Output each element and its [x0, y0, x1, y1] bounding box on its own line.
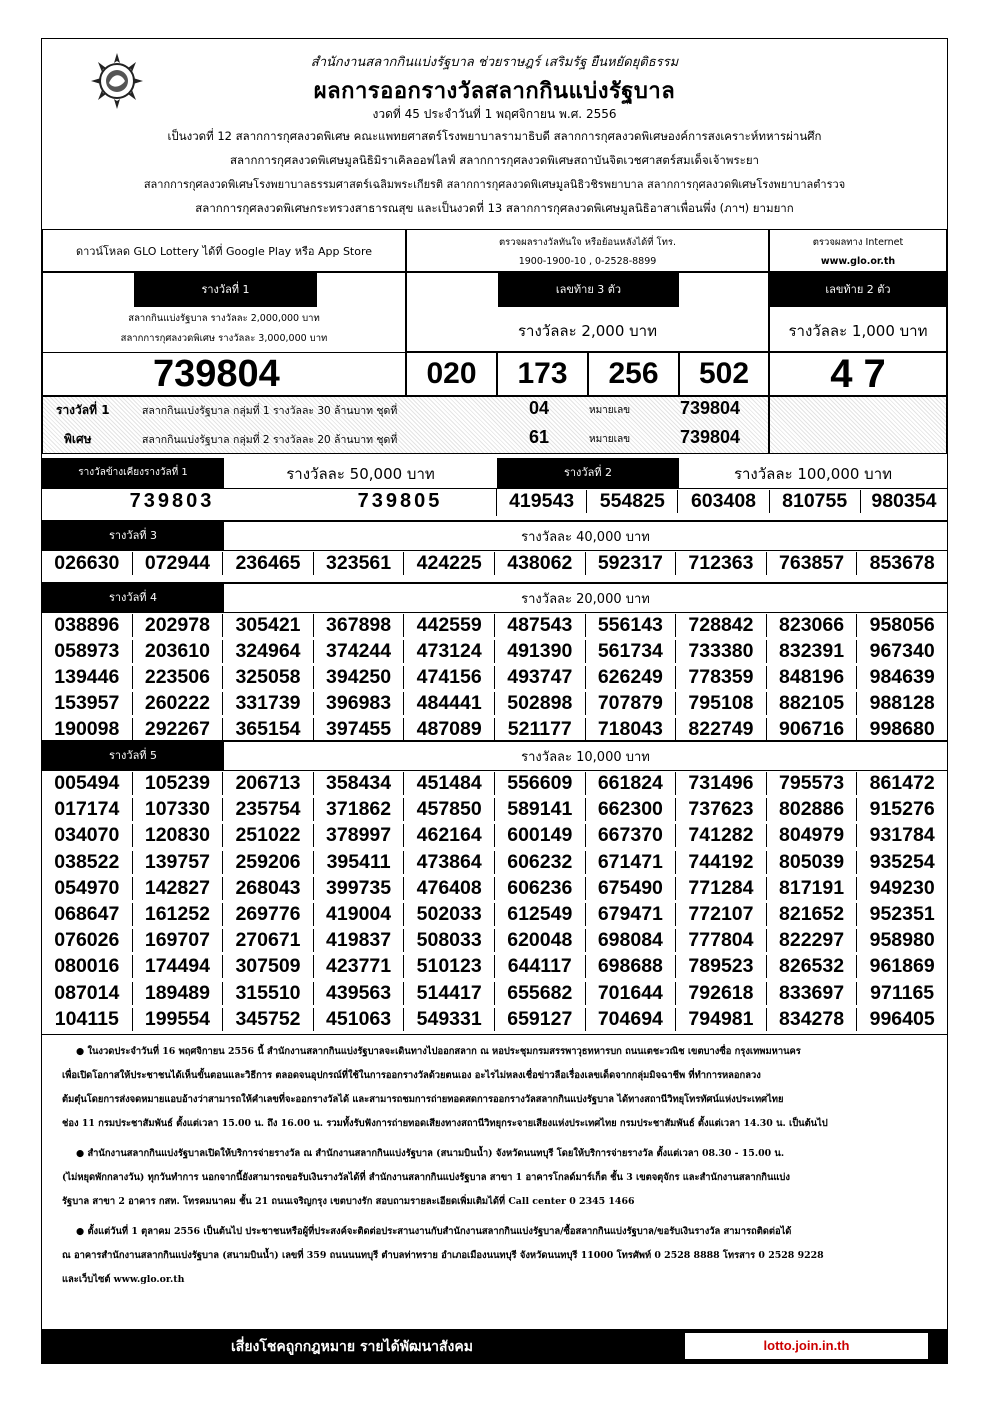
prize-number: 423771 — [314, 955, 405, 978]
prize-number: 305421 — [223, 614, 314, 637]
prize-number: 324964 — [223, 640, 314, 663]
prize-number: 698084 — [586, 929, 677, 952]
number-row — [42, 982, 947, 1005]
office-slogan: สำนักงานสลากกินแบ่งรัฐบาล ช่วยราษฎร์ เสริมรัฐ ยืนหยัดยุติธรรม — [310, 55, 679, 70]
note-line: (ไม่หยุดพักกลางวัน) ทุกวันทำการ นอกจากนี้ยังสามารถขอรับเงินรางวัลได้ที่ สำนักงานสลากกินแบ่งรัฐบาล สาขา 1 อาคารโกลด์มาร์เก็ต ชั้น 3 เขตจตุจักร และสำนักงานสลากกินแบ่ง — [62, 1172, 790, 1183]
prize-number: 671471 — [586, 851, 677, 874]
number-row — [42, 877, 947, 900]
prize-number: 395411 — [314, 851, 405, 874]
prize-number: 487543 — [495, 614, 586, 637]
prize-number: 235754 — [223, 798, 314, 821]
prize-number: 139757 — [133, 851, 224, 874]
prize-number: 704694 — [586, 1008, 677, 1031]
second-prize-number: 419543 — [497, 490, 587, 513]
prize-number: 307509 — [223, 955, 314, 978]
prize-number: 054970 — [42, 877, 133, 900]
prize-number: 087014 — [42, 982, 133, 1005]
number-row — [42, 640, 947, 663]
number-row — [42, 903, 947, 926]
divider — [42, 550, 947, 551]
prize-number: 153957 — [42, 692, 133, 715]
third-prize-number: 592317 — [586, 552, 677, 575]
prize-number: 068647 — [42, 903, 133, 926]
website-link[interactable]: www.glo.or.th — [820, 255, 896, 267]
last2-amount: รางวัลละ 1,000 บาท — [788, 322, 928, 340]
internet-label: ตรวจผลทาง Internet — [812, 236, 904, 248]
last2-label: เลขท้าย 2 ตัว — [769, 273, 947, 307]
prize-number: 457850 — [404, 798, 495, 821]
prize-number: 556143 — [586, 614, 677, 637]
near-first-number-2: 739805 — [357, 490, 443, 512]
prize-number: 833697 — [767, 982, 858, 1005]
near-first-amount: รางวัลละ 50,000 บาท — [286, 465, 435, 483]
prize-number: 491390 — [495, 640, 586, 663]
second-prize-number: 980354 — [871, 490, 937, 512]
prize-number: 600149 — [495, 824, 586, 847]
note-line: ต้มตุ๋นโดยการส่งจดหมายแอบอ้างว่าสามารถให้คำเลขที่จะออกรางวัลได้ และสามารถชมการถ่ายทอดสดการออกรางวัลสลากกินแบ่งรัฐบาล ได้ทางสถานีวิทยุโทรทัศน์แห่งประเทศไทย — [62, 1094, 784, 1105]
special-label-1: รางวัลที่ 1 — [56, 403, 110, 417]
prize-number: 473864 — [404, 851, 495, 874]
number-row — [42, 824, 947, 847]
prize-number: 484441 — [404, 692, 495, 715]
prize-number: 190098 — [42, 718, 133, 741]
prize-number: 251022 — [223, 824, 314, 847]
special-row-2-number: 739804 — [680, 427, 741, 447]
prize-number: 419004 — [314, 903, 405, 926]
prize-number: 805039 — [767, 851, 858, 874]
prize-number: 698688 — [586, 955, 677, 978]
prize-number: 358434 — [314, 772, 405, 795]
prize-number: 521177 — [495, 718, 586, 741]
prize-number: 606232 — [495, 851, 586, 874]
prize-number: 789523 — [676, 955, 767, 978]
prize-number: 707879 — [586, 692, 677, 715]
prize-number: 223506 — [133, 666, 224, 689]
fifth-prize-amount: รางวัลละ 10,000 บาท — [521, 750, 650, 765]
prize-number: 996405 — [869, 1007, 935, 1030]
special-row-1-number: 739804 — [680, 398, 741, 418]
prize-number: 439563 — [314, 982, 405, 1005]
prize-number: 169707 — [133, 929, 224, 952]
prize-number: 202978 — [133, 614, 224, 637]
prize-number: 038522 — [42, 851, 133, 874]
prize-number: 861472 — [869, 772, 935, 794]
third-prize-number: 424225 — [404, 552, 495, 575]
prize-number: 915276 — [869, 798, 935, 821]
prize-number: 998680 — [869, 718, 935, 740]
number-row — [42, 772, 947, 795]
special-row-1-set: 04 — [529, 398, 550, 418]
divider — [42, 770, 947, 771]
prize-number: 325058 — [223, 666, 314, 689]
prize-number: 662300 — [586, 798, 677, 821]
prize-number: 659127 — [495, 1008, 586, 1031]
note-line: ● ในงวดประจำวันที่ 16 พฤศจิกายน 2556 นี้ สำนักงานสลากกินแบ่งรัฐบาลจะเดินทางไปออกสลาก ณ หอประชุมกรมสรรพาวุธทหารบก ถนนเตชะวณิช เขตบางซื่อ กรุงเทพมหานคร — [76, 1046, 801, 1057]
prize-number: 667370 — [586, 824, 677, 847]
prize-number: 771284 — [676, 877, 767, 900]
last3-label: เลขท้าย 3 ตัว — [498, 273, 679, 307]
download-info: ดาวน์โหลด GLO Lottery ได้ที่ Google Play หรือ App Store — [42, 229, 406, 272]
page-title: ผลการออกรางวัลสลากกินแบ่งรัฐบาล — [313, 79, 676, 104]
prize-number: 795108 — [676, 692, 767, 715]
note-line: เพื่อเปิดโอกาสให้ประชาชนได้เห็นขั้นตอนและวิธีการ ตลอดจนอุปกรณ์ที่ใช้ในการออกรางวัลด้วยตนเอง อะไรไม่หลงเชื่อข่าวลือเรื่องเลขเด็ดจากกลุ่มมิจฉาชีพ ที่ทำการหลอกลวง — [62, 1070, 761, 1081]
prize-number: 958980 — [869, 929, 935, 952]
prize-number: 731496 — [676, 772, 767, 795]
prize-number: 931784 — [869, 824, 935, 847]
third-prize-row — [42, 552, 947, 575]
third-prize-number: 323561 — [314, 552, 405, 575]
prize-number: 345752 — [223, 1008, 314, 1031]
prize-number: 777804 — [676, 929, 767, 952]
last3-number-4: 502 — [679, 352, 769, 396]
prize-number: 644117 — [495, 955, 586, 978]
fourth-prize-amount: รางวัลละ 20,000 บาท — [521, 592, 650, 607]
prize-number: 794981 — [676, 1008, 767, 1031]
prize-number: 589141 — [495, 798, 586, 821]
second-prize-number: 603408 — [678, 490, 769, 513]
prize-number: 823066 — [767, 614, 858, 637]
prize-number: 561734 — [586, 640, 677, 663]
prize-number: 961869 — [869, 955, 935, 978]
prize-number: 161252 — [133, 903, 224, 926]
note-line: ● ตั้งแต่วันที่ 1 ตุลาคม 2556 เป็นต้นไป ประชาชนหรือผู้ที่ประสงค์จะติดต่อประสานงานกับสำนักงานสลากกินแบ่งรัฐบาล/ซื้อสลากกินแบ่งรัฐบาล/ขอรับเงินรางวัล สามารถติดต่อได้ — [76, 1226, 792, 1237]
last3-number-2: 173 — [497, 352, 588, 396]
third-prize-number: 853678 — [869, 552, 935, 574]
prize-number: 737623 — [676, 798, 767, 821]
second-prize-amount: รางวัลละ 100,000 บาท — [733, 465, 893, 483]
prize-number: 826532 — [767, 955, 858, 978]
prize-number: 331739 — [223, 692, 314, 715]
prize-number: 675490 — [586, 877, 677, 900]
footer-slogan: เสี่ยงโชคถูกกฎหมาย รายได้พัฒนาสังคม — [231, 1339, 473, 1355]
prize-number: 005494 — [42, 772, 133, 795]
prize-number: 442559 — [404, 614, 495, 637]
prize-number: 474156 — [404, 666, 495, 689]
prize-number: 189489 — [133, 982, 224, 1005]
header-line-1: เป็นงวดที่ 12 สลากการกุศลงวดพิเศษ คณะแพทยศาสตร์โรงพยาบาลรามาธิบดี สลากการกุศลงวดพิเศษองค์การสงเคราะห์ทหารผ่านศึก — [167, 129, 822, 143]
prize-number: 821652 — [767, 903, 858, 926]
prize-number: 834278 — [767, 1008, 858, 1031]
note-line: และเว็บไซต์ www.glo.or.th — [62, 1274, 185, 1285]
prize-number: 988128 — [869, 692, 935, 714]
header-line-2: สลากการกุศลงวดพิเศษมูลนิธิมิราเคิลออฟไลฟ์ สลากการกุศลงวดพิเศษสถาบันจิตเวชศาสตร์สมเด็จเจ้าพระยา — [229, 153, 760, 167]
prize-number: 374244 — [314, 640, 405, 663]
prize-number: 399735 — [314, 877, 405, 900]
prize-number: 949230 — [869, 876, 935, 899]
notes — [62, 1040, 942, 1292]
prize-number: 268043 — [223, 877, 314, 900]
prize-number: 259206 — [223, 851, 314, 874]
number-row — [42, 666, 947, 689]
prize-number: 971165 — [870, 981, 935, 1004]
special-row-2-num-label: หมายเลข — [589, 434, 631, 445]
last3-number-3: 256 — [588, 352, 679, 396]
number-row — [42, 929, 947, 952]
phone-info — [406, 229, 769, 272]
prize-number: 502033 — [404, 903, 495, 926]
prize-number: 104115 — [42, 1008, 133, 1031]
internet-info — [769, 229, 947, 272]
prize-number: 502898 — [495, 692, 586, 715]
prize-number: 058973 — [42, 640, 133, 663]
last3-number-1: 020 — [406, 352, 497, 396]
second-prize-number: 810755 — [770, 490, 861, 513]
prize-number: 260222 — [133, 692, 224, 715]
prize-number: 661824 — [586, 772, 677, 795]
divider — [42, 612, 947, 613]
note-line: ช่อง 11 กรมประชาสัมพันธ์ ตั้งแต่เวลา 15.00 น. ถึง 16.00 น. รวมทั้งรับฟังการถ่ายทอดเสียงทางสถานีวิทยุกระจายเสียงแห่งประเทศไทย กรมประชาสัมพันธ์ ตั้งแต่เวลา 14.30 น. เป็นต้นไป — [62, 1118, 828, 1129]
special-label-2: พิเศษ — [64, 432, 92, 446]
first-prize-number: 739804 — [42, 352, 406, 396]
prize-number: 741282 — [676, 824, 767, 847]
fourth-prize-label: รางวัลที่ 4 — [42, 584, 224, 612]
prize-number: 493747 — [495, 666, 586, 689]
prize-number: 626249 — [586, 666, 677, 689]
lottery-results-sheet — [41, 38, 948, 1364]
third-prize-amount: รางวัลละ 40,000 บาท — [521, 530, 650, 545]
prize-number: 203610 — [133, 640, 224, 663]
prize-number: 952351 — [869, 903, 935, 925]
prize-number: 984639 — [869, 666, 935, 688]
prize-number: 822297 — [767, 929, 858, 952]
prize-number: 142827 — [133, 877, 224, 900]
prize-number: 396983 — [314, 692, 405, 715]
special-row-2-set: 61 — [529, 427, 550, 447]
special-row-1-desc: สลากกินแบ่งรัฐบาล กลุ่มที่ 1 รางวัลละ 30 ล้านบาท ชุดที่ — [142, 405, 398, 417]
prize-number: 792618 — [676, 982, 767, 1005]
last3-amount: รางวัลละ 2,000 บาท — [518, 322, 657, 340]
special-row-2-desc: สลากกินแบ่งรัฐบาล กลุ่มที่ 2 รางวัลละ 20 ล้านบาท ชุดที่ — [142, 434, 398, 446]
prize-number: 038896 — [42, 614, 133, 637]
phone-numbers: 1900-1900-10 , 0-2528-8899 — [518, 255, 657, 267]
third-prize-number: 438062 — [495, 552, 586, 575]
prize-number: 451063 — [314, 1008, 405, 1031]
prize-number: 378997 — [314, 824, 405, 847]
number-row — [42, 614, 947, 637]
prize-number: 451484 — [404, 772, 495, 795]
prize-number: 802886 — [767, 798, 858, 821]
prize-number: 606236 — [495, 877, 586, 900]
first-prize-label: รางวัลที่ 1 — [134, 273, 317, 307]
footer-site-link[interactable]: lotto.join.in.th — [685, 1333, 928, 1359]
first-prize-line-2: สลากการกุศลงวดพิเศษ รางวัลละ 3,000,000 บาท — [120, 333, 328, 344]
prize-number: 139446 — [42, 666, 133, 689]
fifth-prize-label: รางวัลที่ 5 — [42, 742, 224, 770]
prize-number: 315510 — [223, 982, 314, 1005]
prize-number: 701644 — [586, 982, 677, 1005]
special-row-1-num-label: หมายเลข — [589, 405, 631, 416]
second-prize-label: รางวัลที่ 2 — [497, 458, 679, 488]
last2-number: 4 7 — [769, 352, 947, 396]
number-row — [42, 718, 947, 741]
prize-number: 367898 — [314, 614, 405, 637]
prize-number: 612549 — [495, 903, 586, 926]
prize-number: 795573 — [767, 772, 858, 795]
prize-number: 394250 — [314, 666, 405, 689]
prize-number: 967340 — [869, 640, 935, 662]
divider — [42, 1034, 947, 1035]
header-line-4: สลากการกุศลงวดพิเศษกระทรวงสาธารณสุข และเป็นงวดที่ 13 สลากการกุศลงวดพิเศษมูลนิธิอาสาเพื่อนพึ่ง (ภาฯ) ยามยาก — [195, 201, 794, 215]
prize-number: 270671 — [223, 929, 314, 952]
prize-number: 514417 — [404, 982, 495, 1005]
prize-number: 120830 — [133, 824, 224, 847]
draw-info: งวดที่ 45 ประจำวันที่ 1 พฤศจิกายน พ.ศ. 2556 — [372, 107, 617, 121]
prize-number: 199554 — [133, 1008, 224, 1031]
prize-number: 772107 — [676, 903, 767, 926]
prize-number: 778359 — [676, 666, 767, 689]
first-prize-line-1: สลากกินแบ่งรัฐบาล รางวัลละ 2,000,000 บาท — [128, 313, 320, 324]
prize-number: 076026 — [42, 929, 133, 952]
prize-number: 655682 — [495, 982, 586, 1005]
number-row — [42, 1008, 947, 1031]
near-first-label: รางวัลข้างเคียงรางวัลที่ 1 — [42, 458, 224, 488]
second-prize-number: 554825 — [587, 490, 678, 513]
number-row — [42, 955, 947, 978]
near-first-number-1: 739803 — [129, 490, 215, 512]
number-row — [42, 851, 947, 874]
header-line-3: สลากการกุศลงวดพิเศษโรงพยาบาลธรรมศาสตร์เฉลิมพระเกียรติ สลากการกุศลงวดพิเศษมูลนิธิวชิรพยาบาล สลากการกุศลงวดพิเศษโรงพยาบาลตำรวจ — [143, 178, 846, 191]
prize-number: 508033 — [404, 929, 495, 952]
special-prize-empty — [769, 396, 947, 454]
divider — [42, 488, 947, 489]
prize-number: 804979 — [767, 824, 858, 847]
prize-number: 935254 — [869, 850, 935, 873]
number-row — [42, 692, 947, 715]
prize-number: 906716 — [767, 718, 858, 741]
third-prize-label: รางวัลที่ 3 — [42, 522, 224, 550]
prize-number: 292267 — [133, 718, 224, 741]
third-prize-number: 712363 — [676, 552, 767, 575]
prize-number: 269776 — [223, 903, 314, 926]
prize-number: 620048 — [495, 929, 586, 952]
prize-number: 882105 — [767, 692, 858, 715]
prize-number: 105239 — [133, 772, 224, 795]
number-row — [42, 798, 947, 821]
prize-number: 510123 — [404, 955, 495, 978]
prize-number: 371862 — [314, 798, 405, 821]
third-prize-number: 072944 — [133, 552, 224, 575]
prize-number: 549331 — [404, 1008, 495, 1031]
prize-number: 476408 — [404, 877, 495, 900]
note-line: ณ อาคารสำนักงานสลากกินแบ่งรัฐบาล (สนามบินน้ำ) เลขที่ 359 ถนนนนทบุรี ตำบลท่าทราย อำเภอเมืองนนทบุรี จังหวัดนนทบุรี 11000 โทรศัพท์ 0 2528 8888 โทรสาร 0 2528 9228 — [62, 1250, 824, 1261]
prize-number: 174494 — [133, 955, 224, 978]
prize-number: 206713 — [223, 772, 314, 795]
third-prize-number: 026630 — [42, 552, 133, 575]
prize-number: 679471 — [586, 903, 677, 926]
prize-number: 017174 — [42, 798, 133, 821]
prize-number: 397455 — [314, 718, 405, 741]
third-prize-number: 763857 — [767, 552, 858, 575]
prize-number: 817191 — [767, 877, 858, 900]
prize-number: 107330 — [133, 798, 224, 821]
phone-label: ตรวจผลรางวัลทันใจ หรือย้อนหลังได้ที่ โทร. — [498, 236, 677, 248]
prize-number: 365154 — [223, 718, 314, 741]
prize-number: 958056 — [869, 614, 935, 636]
prize-number: 034070 — [42, 824, 133, 847]
note-line: รัฐบาล สาขา 2 อาคาร กสท. โทรคมนาคม ชั้น 21 ถนนเจริญกรุง เขตบางรัก สอบถามรายละเอียดเพิ่มเติมได้ที่ Call center 0 2345 1466 — [62, 1196, 635, 1207]
prize-number: 462164 — [404, 824, 495, 847]
prize-number: 419837 — [314, 929, 405, 952]
prize-number: 718043 — [586, 718, 677, 741]
prize-number: 728842 — [676, 614, 767, 637]
prize-number: 556609 — [495, 772, 586, 795]
prize-number: 080016 — [42, 955, 133, 978]
third-prize-number: 236465 — [223, 552, 314, 575]
note-line: ● สำนักงานสลากกินแบ่งรัฐบาลเปิดให้บริการจ่ายรางวัล ณ สำนักงานสลากกินแบ่งรัฐบาล (สนามบินน้ำ) จังหวัดนนทบุรี โดยให้บริการจ่ายรางวัล ตั้งแต่เวลา 08.30 - 15.00 น. — [76, 1148, 785, 1159]
prize-number: 487089 — [404, 718, 495, 741]
fifth-prize-grid — [42, 772, 947, 1034]
prize-number: 473124 — [404, 640, 495, 663]
fourth-prize-grid — [42, 614, 947, 744]
prize-number: 744192 — [676, 851, 767, 874]
prize-number: 848196 — [767, 666, 858, 689]
prize-number: 832391 — [767, 640, 858, 663]
prize-number: 822749 — [676, 718, 767, 741]
prize-number: 733380 — [676, 640, 767, 663]
second-prize-row — [497, 490, 947, 513]
